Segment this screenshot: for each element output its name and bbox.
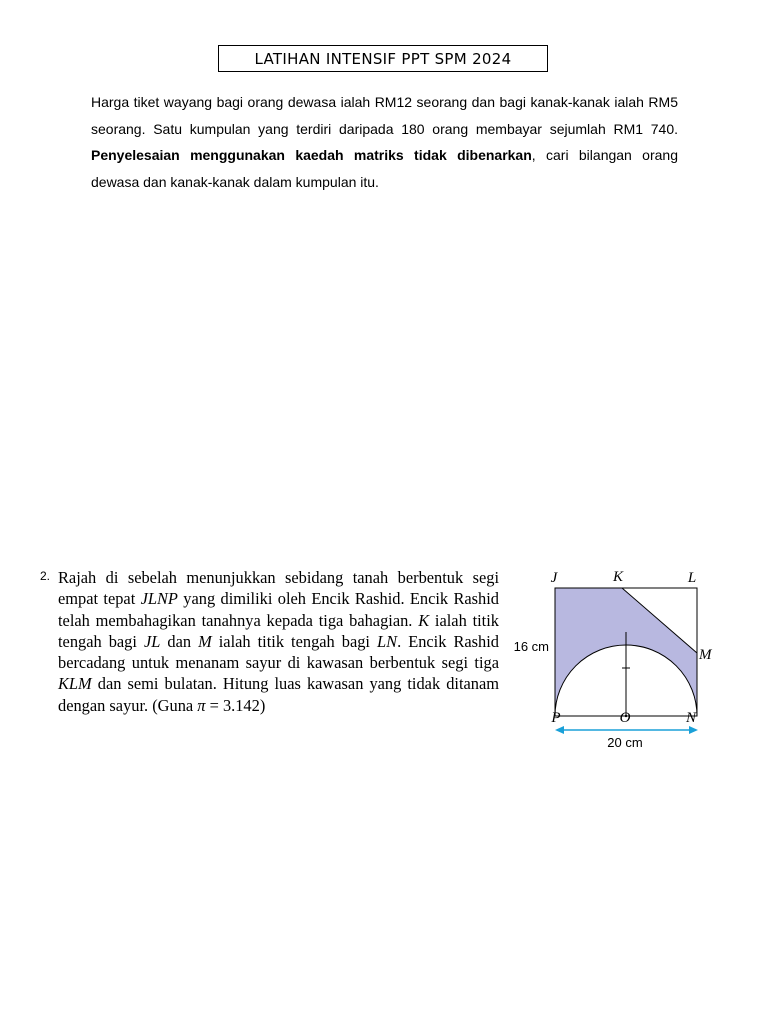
q2-t8: = 3.142) [205,695,266,715]
label-N: N [685,710,697,726]
q2-i4: M [198,631,212,651]
label-J: J [550,570,558,586]
question-2-number: 2. [40,569,51,583]
worksheet-title: LATIHAN INTENSIF PPT SPM 2024 [218,45,548,72]
q2-t5: ialah titik tengah bagi [211,631,378,651]
q2-t6: . Encik Rashid bercadang untuk menanam sayur di kawasan berbentuk segi tiga [58,631,499,673]
q2-i7: π [197,695,206,715]
q2-t4: dan [160,631,199,651]
q2-t2: yang dimiliki oleh Encik Rashid. Encik Rashid telah membahagikan tanahnya kepada tiga bahagian. [58,589,499,630]
height-label: 16 cm [513,639,549,654]
q2-i2: K [418,610,430,630]
label-O: O [619,710,631,726]
question-2 [58,567,499,716]
q2-t1: Rajah di sebelah menunjukkan sebidang tanah berbentuk segi empat tepat [58,568,499,609]
q2-i3: JL [143,631,161,651]
q1-bold-instruction: Penyelesaian menggunakan kaedah matriks tidak dibenarkan [91,147,532,163]
q2-i5: LN [377,631,398,651]
label-P: P [551,710,561,726]
q2-i1: JLNP [140,589,178,609]
width-arrow [555,726,698,734]
q2-i6: KLM [58,674,92,694]
question-1 [91,89,678,195]
q2-t3: ialah titik tengah bagi [58,610,499,651]
label-K: K [612,569,624,585]
q1-text-part1: Harga tiket wayang bagi orang dewasa ialah RM12 seorang dan bagi kanak-kanak ialah RM5 seorang. Satu kumpulan yang terdiri daripada 180 orang membayar sejumlah RM1 740. [91,94,678,137]
q1-text-part2: , cari bilangan orang dewasa dan kanak-kanak dalam kumpulan itu. [91,147,678,190]
width-label: 20 cm [607,735,643,750]
label-M: M [699,647,712,663]
land-diagram [505,560,725,760]
q2-t7: dan semi bulatan. Hitung luas kawasan yang tidak ditanam dengan sayur. (Guna [58,674,499,715]
label-L: L [687,570,697,586]
